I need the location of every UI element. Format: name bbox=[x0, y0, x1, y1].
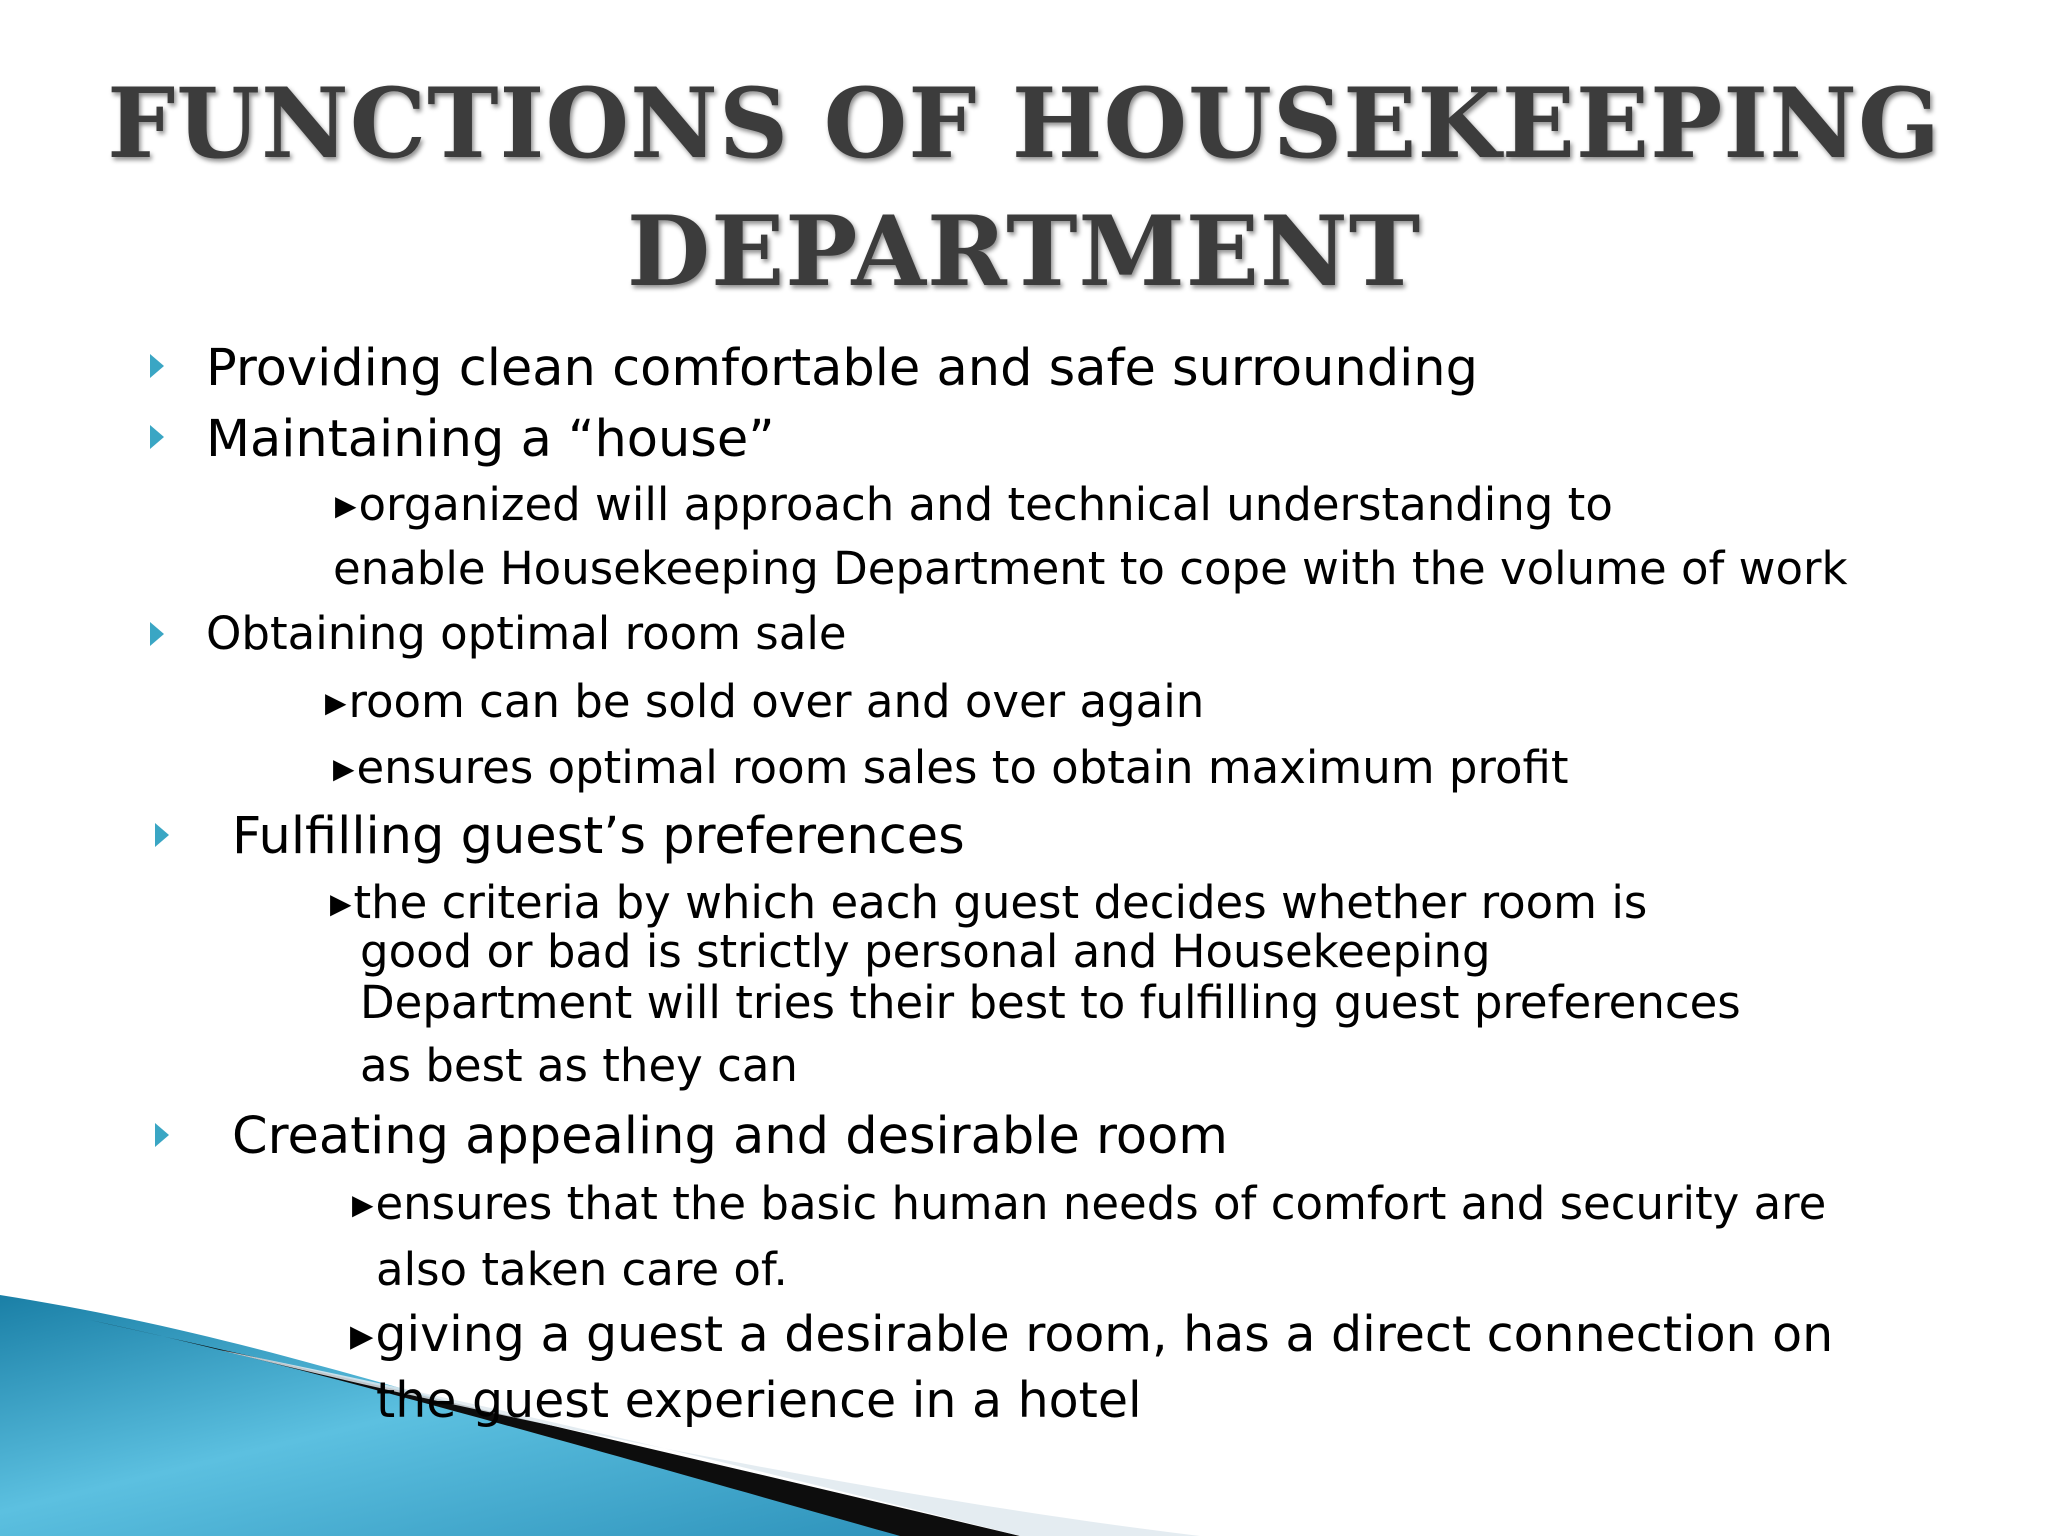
bullet-arrow-icon bbox=[155, 1123, 169, 1147]
bullet-arrow-icon bbox=[155, 823, 169, 847]
bullet-3-sub-1: ▶room can be sold over and over again bbox=[325, 675, 1205, 728]
sub-bullet-triangle-icon: ▶ bbox=[352, 1187, 374, 1221]
bullet-4-sub-4: as best as they can bbox=[360, 1039, 798, 1092]
bullet-5-text: Creating appealing and desirable room bbox=[232, 1107, 1228, 1166]
bullet-5-sub-2: also taken care of. bbox=[376, 1243, 788, 1296]
bullet-4-text: Fulfilling guest’s preferences bbox=[232, 807, 965, 866]
bullet-arrow-icon bbox=[150, 622, 164, 646]
bullet-4-sub-3: Department will tries their best to fulfilling guest preferences bbox=[360, 976, 1741, 1029]
slide-title-line-2: DEPARTMENT bbox=[626, 195, 1422, 308]
slide-title-line-1: FUNCTIONS OF HOUSEKEEPING bbox=[107, 67, 1941, 180]
bullet-1-text: Providing clean comfortable and safe surrounding bbox=[206, 339, 1478, 398]
sub-bullet-triangle-icon: ▶ bbox=[325, 685, 347, 719]
sub-bullet-triangle-icon: ▶ bbox=[333, 751, 355, 785]
bullet-2-text: Maintaining a “house” bbox=[206, 410, 775, 469]
sub-bullet-triangle-icon: ▶ bbox=[335, 488, 357, 522]
bullet-2-sub-1: ▶organized will approach and technical understanding to bbox=[335, 478, 1613, 531]
bullet-arrow-icon bbox=[150, 354, 164, 378]
bullet-5-sub-1: ▶ensures that the basic human needs of comfort and security are bbox=[352, 1177, 1827, 1230]
bullet-4-sub-1: ▶the criteria by which each guest decides whether room is bbox=[330, 876, 1648, 929]
bullet-arrow-icon bbox=[150, 425, 164, 449]
bullet-3-text: Obtaining optimal room sale bbox=[206, 607, 847, 660]
bullet-5-sub-3: ▶giving a guest a desirable room, has a direct connection on bbox=[350, 1306, 1834, 1363]
sub-bullet-triangle-icon: ▶ bbox=[330, 886, 352, 920]
bullet-5-sub-4: the guest experience in a hotel bbox=[376, 1372, 1142, 1429]
bullet-2-sub-2: enable Housekeeping Department to cope with the volume of work bbox=[333, 542, 1848, 595]
bullet-3-sub-2: ▶ensures optimal room sales to obtain maximum profit bbox=[333, 741, 1569, 794]
sub-bullet-triangle-icon: ▶ bbox=[350, 1318, 374, 1354]
bullet-4-sub-2: good or bad is strictly personal and Housekeeping bbox=[360, 925, 1491, 978]
